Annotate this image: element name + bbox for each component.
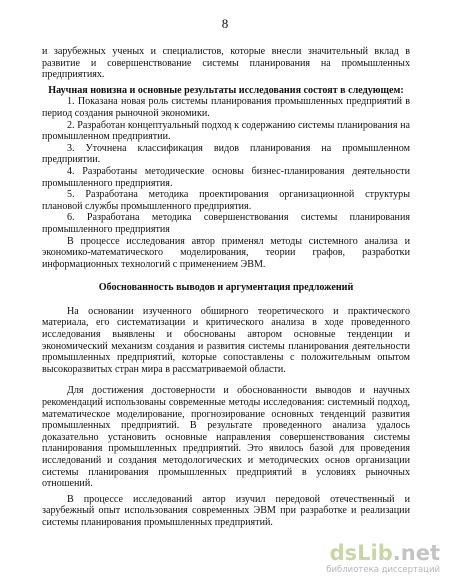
watermark-logo [320, 540, 440, 575]
novelty-item-6: 6. Разработана методика совершенствования системы планирования промышленного предприятия [42, 212, 410, 235]
watermark-logo-text [320, 540, 440, 565]
novelty-item-3: 3. Уточнена классификация видов планирования на промышленном предприятии. [42, 142, 410, 166]
validity-paragraph-1: На основании изученного обширного теоретического и практического материала, его систематизации и критического анализа в ходе проведенного исследования выявлены и обоснованы автором основные тенденции и экономический механизм создания и развития системы планирования деятельности промышленных предприятий, которые сопоставлены с положительным опытом высокоразвитых стран мира в рассматриваемой области. [42, 305, 410, 375]
validity-paragraph-3: В процессе исследований автор изучил передовой отечественный и зарубежный опыт использования современных ЭВМ при разработке и реализации системы планирования промышленных предприятий. [42, 493, 410, 528]
watermark-logo-tld: .net [392, 540, 440, 565]
novelty-item-5: 5. Разработана методика проектирования организационной структуры плановой службы промышленного предприятия. [42, 189, 410, 212]
watermark-subtitle: библиотека диссертаций [326, 564, 440, 575]
page-number: 8 [221, 16, 229, 31]
novelty-item-4: 4. Разработаны методические основы бизнес-планирования деятельности промышленного предприятия. [42, 165, 410, 189]
watermark-logo-main: dsLib [329, 540, 393, 565]
validity-heading: Обоснованность выводов и аргументация предложений [98, 282, 354, 294]
novelty-heading: Научная новизна и основные результаты исследования состоят в следующем: [48, 84, 404, 96]
document-body [42, 46, 410, 529]
novelty-item-2: 2. Разработан концептуальный подход к содержанию системы планирования на промышленном предприятии. [42, 119, 410, 143]
intro-paragraph: и зарубежных ученых и специалистов, которые внесли значительный вклад в развитие и совершенствование системы планирования на промышленных предприятиях. [42, 46, 410, 81]
novelty-item-1: 1. Показана новая роль системы планирования промышленных предприятий в период создания рыночной экономики. [42, 96, 410, 119]
methods-paragraph: В процессе исследования автор применял методы системного анализа и экономико-математического моделирования, теории графов, разработки информационных технологий с применением ЭВМ. [42, 235, 410, 270]
validity-paragraph-2: Для достижения достоверности и обоснованности выводов и научных рекомендаций использованы современные методы исследования: системный подход, математическое моделирование, прогнозирование основных тенденций развития промышленных предприятий. В результате проведенного анализа удалось доказательно установить основные направления совершенствования системы планирования промышленных предприятий. Это явилось базой для проведения исследований и создания методологических и методических основ организации системы планирования промышленных предприятий в условиях рыночных отношений. [42, 385, 410, 490]
